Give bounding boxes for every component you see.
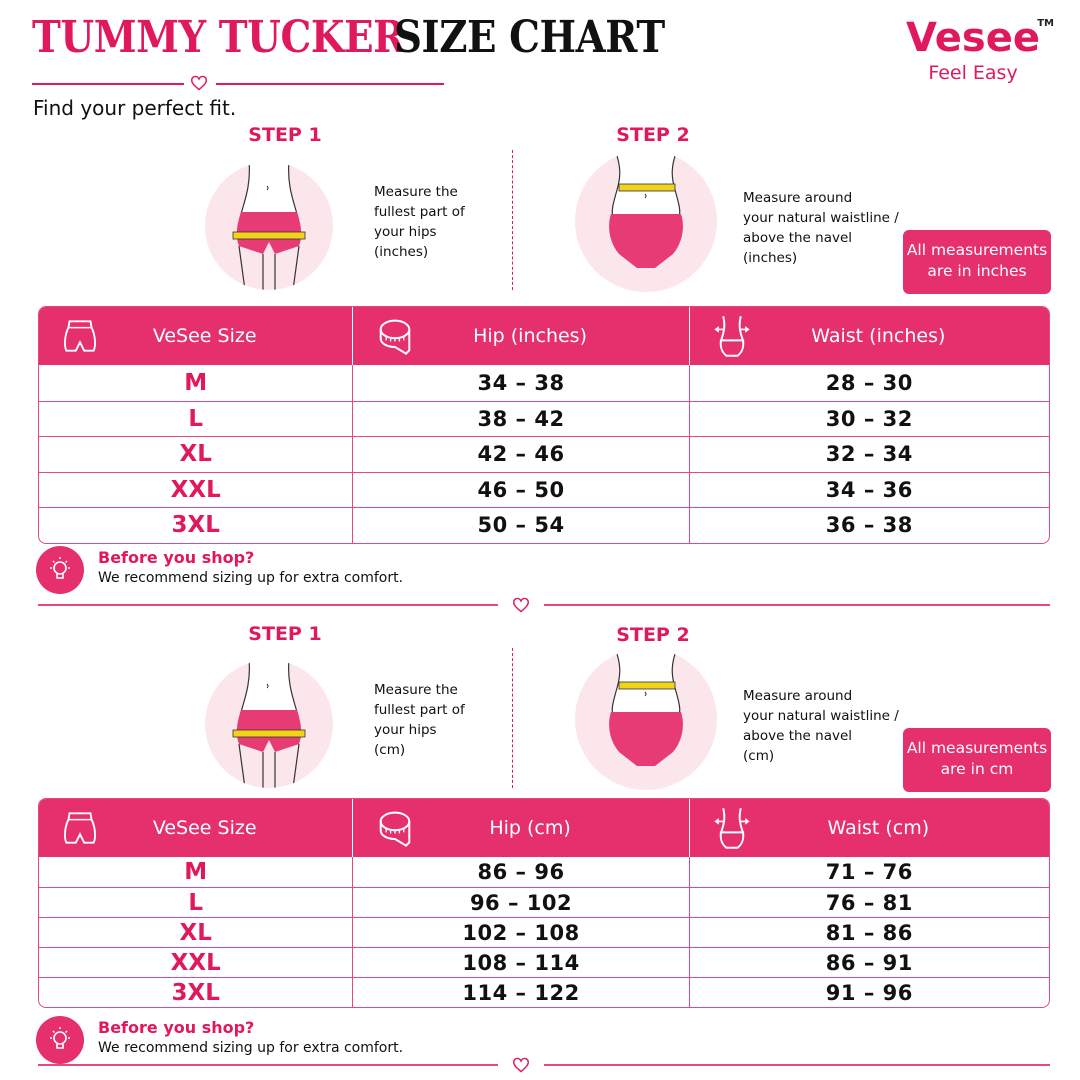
step1-instructions xyxy=(374,182,465,262)
step2-title xyxy=(608,124,698,146)
table-row xyxy=(39,857,1049,887)
label-text: VeSee Size xyxy=(152,325,257,347)
label-text: STEP 2 xyxy=(616,624,690,646)
table-row xyxy=(39,947,1049,977)
table-row xyxy=(39,436,1049,472)
table-row xyxy=(39,507,1049,543)
measurement-cell: 102 – 108 xyxy=(353,918,689,947)
brand-logo xyxy=(906,15,1054,84)
measurement-cell: 86 – 91 xyxy=(825,950,913,975)
measurement-cell: 36 – 38 xyxy=(825,513,913,538)
label-text: your natural waistline / xyxy=(743,708,899,724)
label-text: above the navel xyxy=(743,230,853,246)
shopping-tip xyxy=(36,546,536,594)
table-row xyxy=(39,401,1049,437)
heart-icon xyxy=(512,597,530,613)
label-text: All measurements xyxy=(906,739,1048,757)
measurement-cell: 91 – 96 xyxy=(825,980,913,1005)
label-text: are in cm xyxy=(940,760,1014,778)
waist-illustration xyxy=(575,150,717,292)
step2-title xyxy=(608,624,698,646)
step-divider xyxy=(512,648,513,788)
label-text: your hips xyxy=(374,224,437,240)
label-text: fullest part of xyxy=(374,702,465,718)
brand-tagline: Feel Easy xyxy=(928,62,1018,84)
hip-illustration xyxy=(205,162,333,290)
panty-icon xyxy=(59,315,101,357)
table-header xyxy=(39,307,1049,365)
measurement-cell: 96 – 102 xyxy=(353,888,689,917)
header-waist xyxy=(690,799,1049,857)
table-row xyxy=(39,472,1049,508)
label-text: (cm) xyxy=(374,742,406,758)
panty-icon xyxy=(59,807,101,849)
tip-text: We recommend sizing up for extra comfort. xyxy=(98,570,404,586)
lightbulb-icon xyxy=(36,546,84,594)
step-divider xyxy=(512,150,513,290)
header-size xyxy=(39,799,353,857)
label-text: your hips xyxy=(374,722,437,738)
step1-title xyxy=(240,623,330,645)
heart-icon xyxy=(512,1057,530,1073)
label-text: Waist (cm) xyxy=(827,817,930,839)
tape-measure-icon xyxy=(373,806,417,850)
table-row xyxy=(39,917,1049,947)
measurement-cell: 38 – 42 xyxy=(353,402,689,437)
measurement-cell: 42 – 46 xyxy=(353,437,689,472)
measurement-cell: 34 – 36 xyxy=(825,477,913,502)
label-text: Waist (inches) xyxy=(811,325,946,347)
size-cell: XL xyxy=(39,437,353,472)
table-row xyxy=(39,977,1049,1007)
header-hip xyxy=(353,307,689,365)
heart-icon xyxy=(190,75,208,91)
size-cell: 3XL xyxy=(39,508,353,543)
label-text: Measure around xyxy=(743,688,853,704)
label-text: (inches) xyxy=(743,250,798,266)
label-text: STEP 1 xyxy=(248,623,322,645)
size-cell: XXL xyxy=(39,473,353,508)
measurement-cell: 108 – 114 xyxy=(353,948,689,977)
label-text: All measurements xyxy=(906,241,1048,259)
tape-measure-icon xyxy=(373,314,417,358)
section-divider xyxy=(38,1057,1050,1071)
size-cell: XXL xyxy=(39,948,353,977)
measurement-cell: 46 – 50 xyxy=(353,473,689,508)
step1-title xyxy=(240,124,330,146)
label-text: Measure the xyxy=(374,682,458,698)
units-note xyxy=(903,728,1051,792)
label-text: Measure around xyxy=(743,190,853,206)
size-table-inches xyxy=(38,306,1050,544)
table-header xyxy=(39,799,1049,857)
size-cell: M xyxy=(39,857,353,887)
title-pink: TUMMY TUCKER xyxy=(32,12,405,63)
label-text: your natural waistline / xyxy=(743,210,899,226)
table-row xyxy=(39,887,1049,917)
label-text: are in inches xyxy=(927,262,1027,280)
waist-icon xyxy=(710,314,754,358)
measurement-cell: 34 – 38 xyxy=(353,365,689,401)
label-text: (inches) xyxy=(374,244,429,260)
label-text: (cm) xyxy=(743,748,775,764)
header-hip xyxy=(353,799,689,857)
measurement-cell: 114 – 122 xyxy=(353,978,689,1007)
measurement-cell: 81 – 86 xyxy=(825,920,913,945)
size-table-cm xyxy=(38,798,1050,1008)
measurement-cell: 28 – 30 xyxy=(825,370,913,395)
tip-title: Before you shop? xyxy=(98,548,255,567)
label-text: STEP 2 xyxy=(616,124,690,146)
measurement-cell: 76 – 81 xyxy=(825,890,913,915)
table-row xyxy=(39,365,1049,401)
label-text: fullest part of xyxy=(374,204,465,220)
size-cell: 3XL xyxy=(39,978,353,1007)
label-text: VeSee Size xyxy=(152,817,257,839)
size-cell: XL xyxy=(39,918,353,947)
size-cell: M xyxy=(39,365,353,401)
label-text: Measure the xyxy=(374,184,458,200)
step2-instructions xyxy=(743,686,899,766)
measurement-cell: 50 – 54 xyxy=(353,508,689,543)
subtitle: Find your perfect fit. xyxy=(33,96,237,120)
brand-name: Vesee xyxy=(906,15,1040,61)
measurement-cell: 86 – 96 xyxy=(353,857,689,887)
title-dark: SIZE CHART xyxy=(393,12,665,63)
header-waist xyxy=(690,307,1049,365)
measurement-cell: 32 – 34 xyxy=(825,442,913,467)
label-text: Hip (inches) xyxy=(473,325,587,347)
brand-tm: TM xyxy=(1037,18,1054,29)
measurement-cell: 71 – 76 xyxy=(825,860,913,884)
step1-instructions xyxy=(374,680,465,760)
header-size xyxy=(39,307,353,365)
waist-icon xyxy=(710,806,754,850)
tip-title: Before you shop? xyxy=(98,1018,255,1037)
units-note xyxy=(903,230,1051,294)
hip-illustration xyxy=(205,660,333,788)
section-divider xyxy=(38,597,1050,611)
tip-text: We recommend sizing up for extra comfort. xyxy=(98,1040,404,1056)
page-title xyxy=(32,12,701,76)
size-cell: L xyxy=(39,888,353,917)
step2-instructions xyxy=(743,188,899,268)
title-divider xyxy=(32,82,732,84)
label-text: above the navel xyxy=(743,728,853,744)
size-cell: L xyxy=(39,402,353,437)
label-text: Hip (cm) xyxy=(489,817,571,839)
waist-illustration xyxy=(575,648,717,790)
label-text: STEP 1 xyxy=(248,124,322,146)
measurement-cell: 30 – 32 xyxy=(825,406,913,431)
